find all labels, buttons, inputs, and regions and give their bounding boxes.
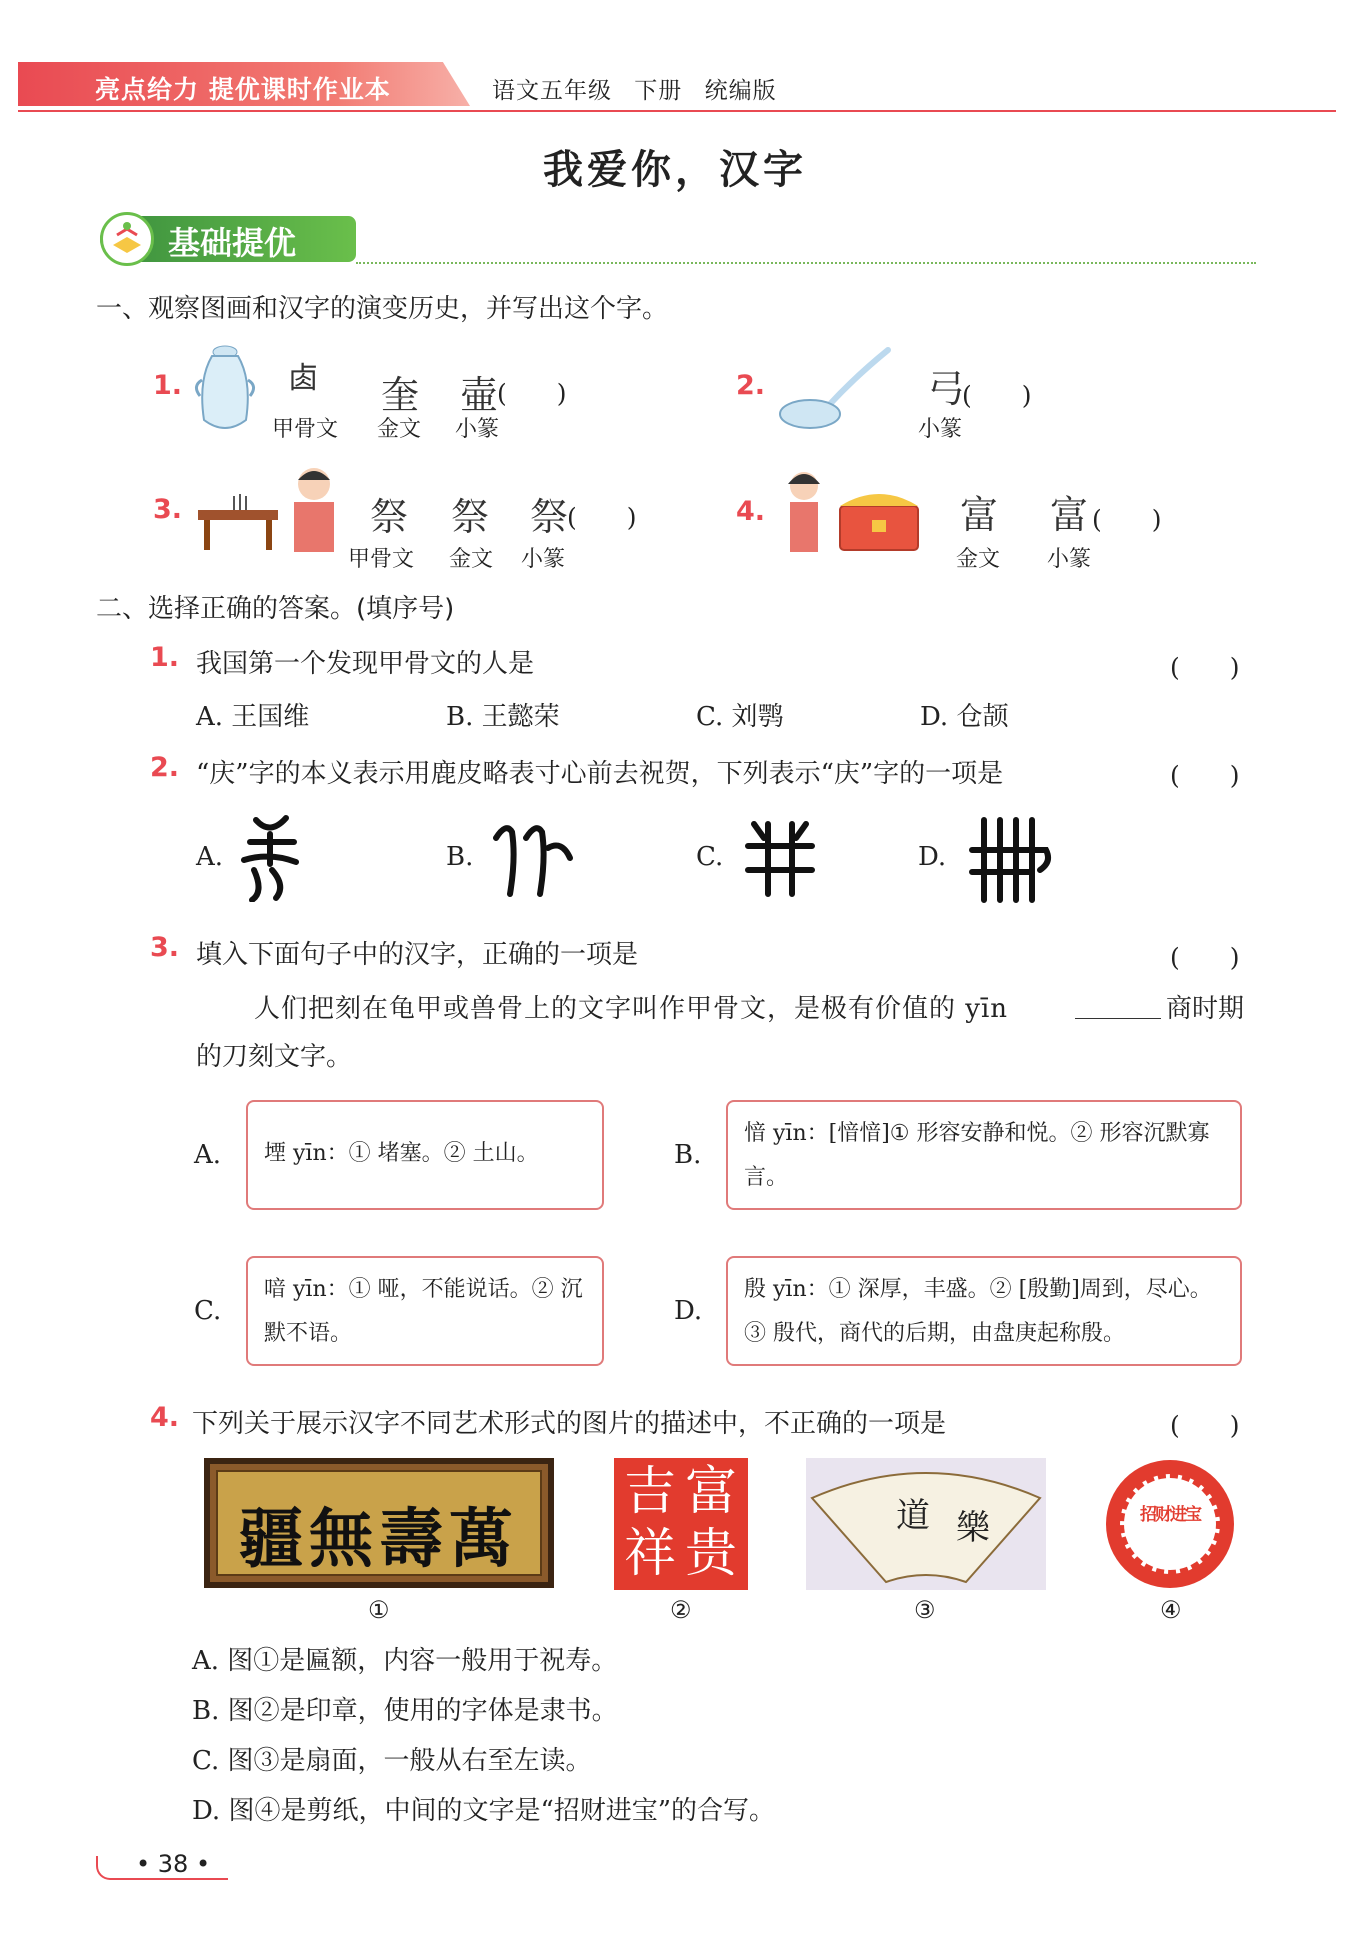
book-icon — [100, 212, 154, 266]
seal-char: 祥 — [624, 1524, 677, 1584]
option[interactable]: C. 图③是扇面，一般从右至左读。 — [192, 1746, 592, 1776]
section-label: 基础提优 — [168, 224, 297, 262]
ancient-glyph: 祭 — [451, 495, 490, 539]
figure-caption: ① — [368, 1596, 390, 1624]
page-title: 我爱你，汉字 — [543, 146, 807, 193]
fan-char: 道 — [896, 1496, 930, 1536]
definition-box: 愔 yīn：[愔愔]① 形容安静和悦。② 形容沉默寡言。 — [726, 1100, 1242, 1210]
figure-caption: ④ — [1160, 1596, 1182, 1624]
part1-heading: 一、观察图画和汉字的演变历史，并写出这个字。 — [96, 294, 669, 324]
script-label: 金文 — [449, 547, 494, 572]
glyph-option-d — [966, 814, 1056, 908]
papercut-figure — [1106, 1460, 1234, 1588]
option[interactable]: A. 图①是匾额，内容一般用于祝寿。 — [192, 1646, 618, 1676]
seal-char: 富 — [685, 1462, 738, 1522]
option[interactable]: D. 仓颉 — [920, 702, 1009, 732]
definition-box: 喑 yīn：① 哑，不能说话。② 沉默不语。 — [246, 1256, 604, 1366]
spoon-icon — [776, 346, 896, 440]
vase-icon — [190, 340, 260, 444]
sentence-text: 的刀刻文字。 — [196, 1042, 353, 1072]
item-number: 2. — [736, 370, 766, 401]
option[interactable]: B. 图②是印章，使用的字体是隶书。 — [192, 1696, 618, 1726]
altar-icon — [194, 462, 344, 566]
fan-char: 樂 — [956, 1508, 990, 1548]
option[interactable]: B. 王懿荣 — [446, 702, 560, 732]
treasure-icon — [774, 462, 924, 566]
script-label: 甲骨文 — [348, 547, 415, 572]
question-number: 1. — [150, 642, 180, 673]
sentence-text: 人们把刻在龟甲或兽骨上的文字叫作甲骨文，是极有价值的 yīn — [254, 994, 1009, 1024]
figure-caption: ③ — [914, 1596, 936, 1624]
option[interactable]: D. 图④是剪纸，中间的文字是“招财进宝”的合写。 — [192, 1796, 776, 1826]
answer-paren[interactable]: ( ) — [1170, 1411, 1240, 1440]
definition-box: 堙 yīn：① 堵塞。② 土山。 — [246, 1100, 604, 1210]
option[interactable]: A. — [196, 842, 224, 872]
answer-paren[interactable]: ( ) — [1170, 761, 1240, 790]
answer-blank[interactable]: ( ) — [567, 503, 637, 532]
ancient-glyph: 祭 — [530, 495, 569, 539]
plaque-figure — [204, 1458, 554, 1588]
answer-paren[interactable]: ( ) — [1170, 653, 1240, 682]
ancient-glyph: 𠧪 — [288, 361, 318, 396]
option-label[interactable]: A. — [194, 1140, 222, 1170]
option-label[interactable]: D. — [674, 1296, 703, 1326]
seal-char: 吉 — [624, 1462, 677, 1522]
question-number: 2. — [150, 752, 180, 783]
question-text: “庆”字的本义表示用鹿皮略表寸心前去祝贺，下列表示“庆”字的一项是 — [196, 759, 1004, 789]
page-number: • 38 • — [136, 1850, 211, 1878]
question-number: 4. — [150, 1402, 180, 1433]
script-label: 小篆 — [521, 547, 566, 572]
definition-box: 殷 yīn：① 深厚，丰盛。② [殷勤]周到，尽心。③ 殷代，商代的后期，由盘庚起称殷。 — [726, 1256, 1242, 1366]
question-text: 我国第一个发现甲骨文的人是 — [196, 649, 535, 679]
question-number: 3. — [150, 932, 180, 963]
answer-paren[interactable]: ( ) — [1170, 943, 1240, 972]
sentence-text: 商时期 — [1166, 994, 1245, 1024]
ancient-glyph: 弓 — [927, 367, 966, 411]
header-rule — [18, 110, 1336, 112]
ancient-glyph: 富 — [960, 493, 999, 537]
option[interactable]: C. 刘鹗 — [696, 702, 784, 732]
answer-blank[interactable]: ( ) — [497, 379, 567, 408]
fill-blank[interactable] — [1075, 1018, 1161, 1019]
question-text: 填入下面句子中的汉字，正确的一项是 — [196, 940, 639, 970]
question-text: 下列关于展示汉字不同艺术形式的图片的描述中，不正确的一项是 — [192, 1409, 947, 1439]
item-number: 1. — [153, 370, 183, 401]
item-number: 4. — [736, 496, 766, 527]
option[interactable]: C. — [696, 842, 724, 872]
item-number: 3. — [153, 494, 183, 525]
answer-blank[interactable]: ( ) — [962, 381, 1032, 410]
glyph-option-c — [740, 818, 820, 902]
glyph-option-a — [236, 812, 306, 906]
fan-figure — [806, 1458, 1046, 1590]
ancient-glyph: 奎 — [381, 373, 420, 417]
script-label: 小篆 — [455, 417, 500, 442]
script-label: 甲骨文 — [272, 417, 339, 442]
papercut-text: 招财进宝 — [1140, 1505, 1200, 1525]
option-label[interactable]: C. — [194, 1296, 222, 1326]
script-label: 小篆 — [918, 417, 963, 442]
ancient-glyph: 富 — [1050, 493, 1089, 537]
header-brand: 亮点给力 提优课时作业本 — [95, 75, 391, 104]
option-label[interactable]: B. — [674, 1140, 702, 1170]
seal-char: 贵 — [685, 1524, 738, 1584]
plaque-text: 疆無壽萬 — [239, 1502, 519, 1577]
answer-blank[interactable]: ( ) — [1092, 505, 1162, 534]
ancient-glyph: 祭 — [370, 495, 409, 539]
script-label: 金文 — [956, 547, 1001, 572]
header-info: 语文五年级 下册 统编版 — [492, 78, 777, 104]
option[interactable]: B. — [446, 842, 474, 872]
figure-caption: ② — [670, 1596, 692, 1624]
seal-figure — [614, 1458, 748, 1590]
glyph-option-b — [486, 818, 576, 902]
section-divider — [356, 262, 1256, 264]
option[interactable]: D. — [918, 842, 947, 872]
option[interactable]: A. 王国维 — [196, 702, 310, 732]
script-label: 金文 — [377, 417, 422, 442]
part2-heading: 二、选择正确的答案。(填序号) — [96, 594, 455, 624]
script-label: 小篆 — [1047, 547, 1092, 572]
ancient-glyph: 壷 — [460, 373, 499, 417]
